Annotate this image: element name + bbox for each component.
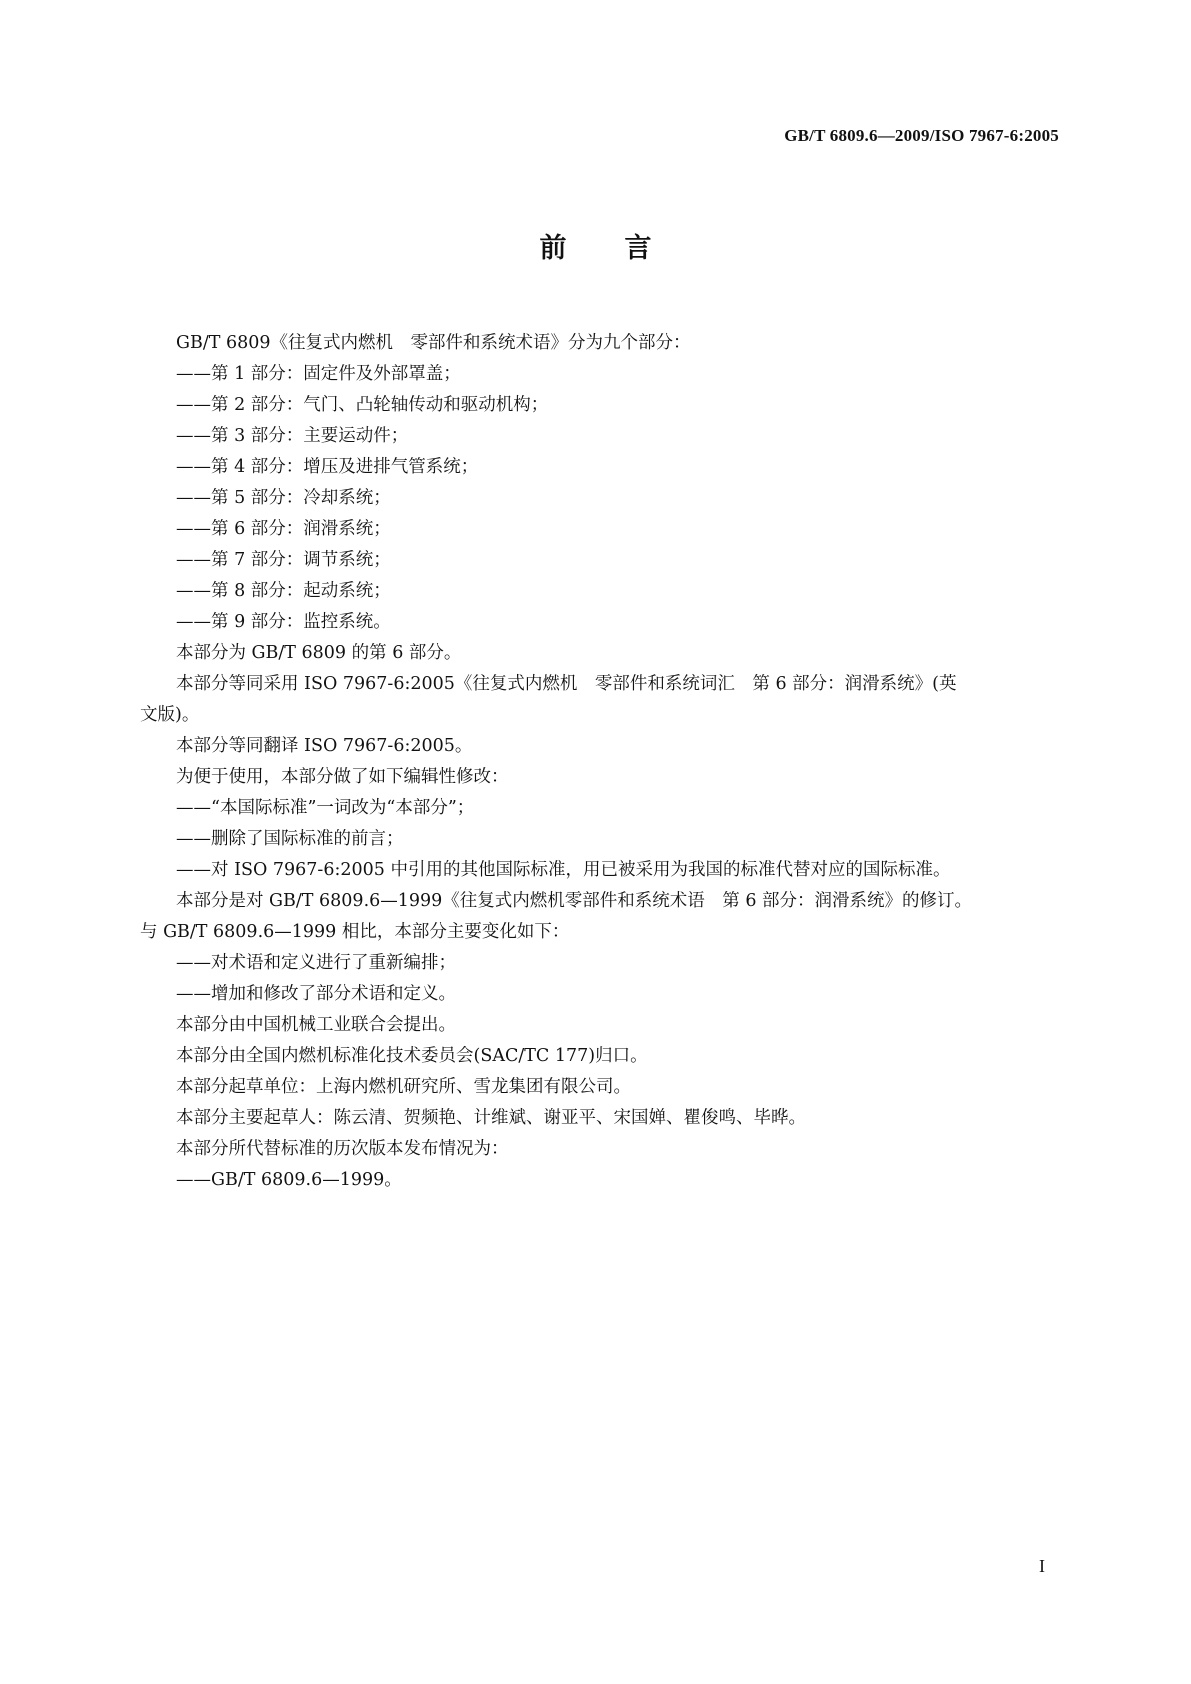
paragraph: 本部分起草单位：上海内燃机研究所、雪龙集团有限公司。 — [176, 1077, 631, 1097]
paragraph: 为便于使用，本部分做了如下编辑性修改： — [176, 767, 509, 787]
list-item: ——第 2 部分：气门、凸轮轴传动和驱动机构； — [176, 395, 549, 415]
list-item: ——第 1 部分：固定件及外部罩盖； — [176, 364, 461, 384]
paragraph: 本部分为 GB/T 6809 的第 6 部分。 — [176, 643, 462, 663]
paragraph: 本部分主要起草人：陈云清、贺频艳、计维斌、谢亚平、宋国婵、瞿俊鸣、毕晔。 — [176, 1108, 806, 1128]
list-item: ——第 6 部分：润滑系统； — [176, 519, 391, 539]
list-item: ——第 5 部分：冷却系统； — [176, 488, 391, 508]
page-number: I — [1039, 1556, 1045, 1576]
list-item: ——第 7 部分：调节系统； — [176, 550, 391, 570]
paragraph: 本部分由全国内燃机标准化技术委员会(SAC/TC 177)归口。 — [176, 1046, 648, 1066]
paragraph: 本部分所代替标准的历次版本发布情况为： — [176, 1139, 509, 1159]
paragraph: 本部分由中国机械工业联合会提出。 — [176, 1015, 456, 1035]
paragraph-continuation: 文版)。 — [140, 705, 200, 725]
list-item: ——第 9 部分：监控系统。 — [176, 612, 391, 632]
list-item: ——第 3 部分：主要运动件； — [176, 426, 409, 446]
foreword-body — [140, 328, 1060, 1196]
list-item: ——对 ISO 7967-6:2005 中引用的其他国际标准，用已被采用为我国的标准代替对应的国际标准。 — [176, 860, 951, 880]
list-item: ——GB/T 6809.6—1999。 — [176, 1170, 402, 1190]
list-item: ——第 8 部分：起动系统； — [176, 581, 391, 601]
list-item: ——删除了国际标准的前言； — [176, 829, 404, 849]
paragraph: 本部分等同翻译 ISO 7967-6:2005。 — [176, 736, 473, 756]
page-title: 前言 — [539, 233, 710, 264]
list-item: ——对术语和定义进行了重新编排； — [176, 953, 456, 973]
paragraph: 本部分是对 GB/T 6809.6—1999《往复式内燃机零部件和系统术语 第 6 部分：润滑系统》的修订。 — [176, 891, 973, 911]
list-item: ——第 4 部分：增压及进排气管系统； — [176, 457, 479, 477]
list-item: ——“本国际标准”一词改为“本部分”； — [176, 798, 475, 818]
standard-number: GB/T 6809.6—2009/ISO 7967-6:2005 — [784, 126, 1059, 145]
list-item: ——增加和修改了部分术语和定义。 — [176, 984, 456, 1004]
paragraph-continuation: 与 GB/T 6809.6—1999 相比，本部分主要变化如下： — [140, 922, 570, 942]
paragraph: 本部分等同采用 ISO 7967-6:2005《往复式内燃机 零部件和系统词汇 第 6 部分：润滑系统》(英 — [176, 674, 957, 694]
paragraph: GB/T 6809《往复式内燃机 零部件和系统术语》分为九个部分： — [176, 333, 691, 353]
